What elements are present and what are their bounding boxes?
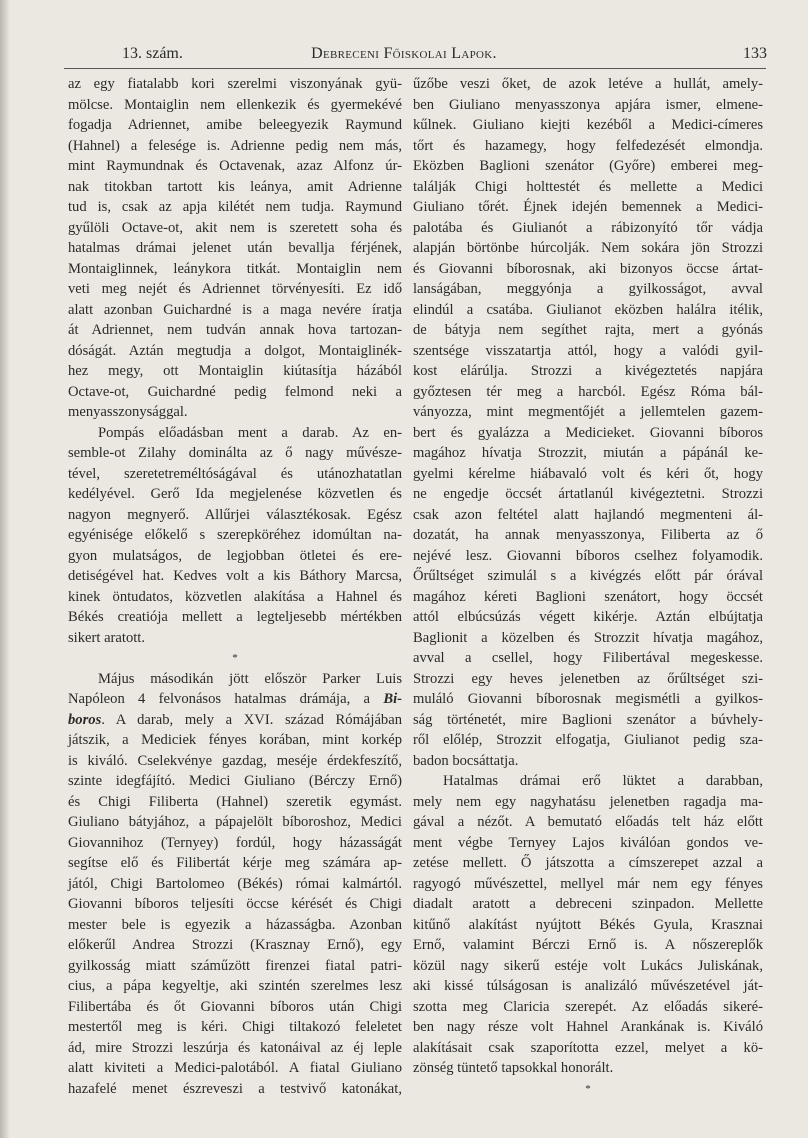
text-line: Giuliano tőrét. Éjnek idején bemennek a Medici- [413,199,763,215]
text-line: Pompás előadásban ment a darab. Az en- [98,424,402,441]
text-line: muláló Giovanni bíborosnak megismétli a gyilkos- [413,691,763,707]
text-line: előkerűl Andrea Strozzi (Krasznay Ernő), egy [68,937,402,953]
text-line: ványozza, mint megmentőjét a jellemtelen gazem- [413,404,763,420]
text-line: badon bocsáttatja. [413,752,519,769]
text-line: (Hahnel) a felesége is. Adrienne pedig nem más, [68,137,402,154]
text-line: Őrűltséget szimulál s a kivégzés előtt pár órával [413,568,763,584]
text-line: alapján börtönbe húrcolják. Nem sokára jön Strozzi [413,240,763,256]
text-line: elindúl a csatába. Giulianot eközben halálra itélik, [413,301,763,318]
text-line: és Giovanni bíborosnak, aki bizonyos öccse ártat- [413,260,763,277]
text-line: Eközben Baglioni szenátor (Győre) emberei meg- [413,158,763,174]
right-column [413,74,763,1099]
text-line: detiségével hat. Kedves volt a kis Báthory Marcsa, [68,568,402,584]
text-segment: Napóleon 4 felvonásos hatalmas drámája, a [68,691,384,707]
text-line: mint Raymundnak és Octavenak, azaz Alfonz úr- [68,158,402,174]
text-line: kűlnek. Giuliano kiejti kezéből a Medici-címeres [413,117,763,133]
text-line: palotába és Giulianót a rábizonyító tőr vádja [413,219,763,236]
text-line: hez megy, ott Montaiglin kiútasítja házából [68,363,402,379]
text-line: mestertől meg is kéri. Chigi tiltakozó feleletet [68,1019,402,1035]
text-line: alakításait csak szaporította ezzel, melyet a kö- [413,1039,763,1056]
text-line: Filibertába és őt Giovanni bíboros után Chigi [68,998,402,1015]
journal-title: Debreceni Főiskolai Lapok. [311,45,497,62]
text-line: lanságában, meggyónja a gyilkosságot, avval [413,281,763,297]
text-line: menyasszonysággal. [68,404,188,420]
text-line [68,689,402,710]
text-line: zetése mellett. Ő játszotta a címszerepet azzal a [413,855,763,871]
text-line: ről előlép, Strozzit elfogatja, Giulianot pedig sza- [413,732,763,748]
italic-title: Bi- [383,691,402,707]
text-line: Ernő, valamint Bérczi Ernő is. A nőszereplők [413,937,763,953]
text-line: Baglionit a közelben és Strozzit hívatja magához, [413,629,763,646]
text-line: szotta meg Claricia szerepét. Az előadás sikeré- [413,998,763,1015]
text-line: Hatalmas drámai erő lüktet a darabban, [443,773,763,789]
text-line: mölcse. Montaiglin nem ellenkezik és gyermekévé [68,96,402,113]
text-line: ne engedje öccsét ártatlanúl kivégeztetni. Strozzi [413,486,763,502]
text-line: dóságát. Aztán megtudja a dolgot, Montaiglinék- [68,342,402,359]
text-line: Octave-ot, Guichardné pedig felmond neki a [68,383,402,400]
left-column [68,74,402,1099]
text-line: hatalmas drámai jelenet után bevallja férjének, [68,240,402,256]
text-line: avval a csellel, hogy Filibertával megeskesse. [413,650,763,666]
text-line: ben Giuliano menyasszonya apjára ismer, elmene- [413,96,763,113]
text-line: sikert aratott. [68,629,145,646]
text-line: zönség tüntető tapsokkal honorált. [413,1060,614,1076]
text-line: ben nagy része volt Hahnel Arankának is. Kiváló [413,1019,763,1035]
text-line: ád, mire Strozzi leszúrja és katonáival az éj leple [68,1039,402,1056]
text-line: és Chigi Filiberta (Hahnel) szeretik egymást. [68,793,402,810]
text-line: gyilkosság miatt száműzött firenzei fiatal patri- [68,957,402,974]
text-line: semble-ot Zilahy dominálta az ő nagy művésze- [68,445,402,461]
text-line: gyelmi kérelme hiábavaló volt és kéri őt, hogy [413,465,763,482]
text-line: nejévé lesz. Giovanni bíboros cselhez folyamodik. [413,547,763,564]
text-line: Giovannihoz (Ternyey) fordúl, hogy házasságát [68,834,402,851]
text-line: bert és gyalázza a Medicieket. Giovanni bíboros [413,424,763,441]
text-line: is kiváló. Cselekvénye gazdag, meséje érdekfeszítő, [68,752,402,769]
text-line: győztesen tér meg a harcból. Egész Róma bál- [413,383,763,400]
text-line: át Adriennet, nem tudván annak hova tartozan- [68,322,402,338]
section-separator: * [232,652,238,664]
section-separator: * [585,1082,591,1095]
text-line: tőrt és hazamegy, hogy felfedezését elmondja. [413,137,763,154]
text-line: veti meg nejét és Adriennet törvényesíti. Ez idő [68,281,402,297]
text-line: az egy fiatalabb kori szerelmi viszonyának gyü- [68,76,402,92]
text-line: Békés creatiója mellett a legteljesebb mértékben [68,609,402,625]
text-line: cius, a pápa kegyeltje, aki szintén szerelmes lesz [68,978,402,994]
page-number: 133 [743,45,767,62]
text-line: találják Chigi holttestét és mellette a Medici [413,178,763,195]
text-line: ment végbe Ternyey Lajos kiválóan gondos ve- [413,834,763,851]
text-line: Strozzi egy heves jelenetben az őrűltséget szi- [413,670,763,687]
text-line: alatt kiviteti a Medici-palotából. A fiatal Giuliano [68,1060,402,1076]
text-line: jától, Chigi Bartolomeo (Békés) római kalmártól. [68,875,402,892]
text-line: kitűnő alakítást nyújtott Békés Gyula, Krasznai [413,916,763,933]
text-line: nak titokban tartott kis leánya, amit Adrienne [68,178,402,195]
text-line: gyűlöli Octave-ot, akit nem is szeretett soha és [68,219,402,236]
text-line: fogadja Adriennet, amibe beleegyezik Raymund [68,117,402,133]
text-line: szinte idegfájító. Medici Giuliano (Bérczy Ernő) [68,773,402,789]
text-line: de bátyja nem segíthet rajta, mert a gyónás [413,322,763,338]
text-line: segítse elő és Filibertát kérje meg számára ap- [68,855,402,871]
text-line: mester bele is egyezik a házasságba. Azonban [68,916,402,933]
text-line: tével, szeretetreméltóságával és utánozhatatlan [68,465,402,482]
italic-title: boros [68,711,102,728]
text-line: csak azon feltétel alatt hajlandó megmenteni ál- [413,506,763,523]
header-rule [64,68,766,69]
text-line: dozatát, ha annak menyasszonya, Filiberta az ő [413,527,763,543]
text-line: Giovanni bíboros teljesíti öccse kérését és Chigi [68,896,402,912]
text-line: Montaiglinnek, leánykora titkát. Montaiglin nem [68,260,402,277]
scan-edge-shadow [0,0,10,1138]
text-line: űzőbe veszi őket, de azok letéve a hullát, amely- [413,76,763,92]
text-line: ragyogó művészettel, mellyel már nem egy fényes [413,875,763,892]
text-line: játszik, a Mediciek fényes korában, mint korkép [68,732,402,748]
text-segment: . A darab, mely a XVI. század Rómájában [101,711,402,728]
text-line: tud is, csak az apja kilétét nem tudja. Raymund [68,199,402,215]
text-line: gyon mulatságos, de legjobban ötletei és ere- [68,547,402,564]
text-line: kedélyével. Gerő Ida megjelenése közvetlen és [68,486,402,502]
text-line: kinek öntudatos, közvetlen alakítása a Hahnel és [68,588,402,605]
text-line: egyénisége előkelő s szerepköréhez idomúltan na- [68,527,402,543]
text-line: kost elárúlja. Strozzi a kivégeztetés napjára [413,363,763,379]
text-line: mely nem egy nagyhatásu jelenetben ragadja ma- [413,793,763,810]
text-line [68,710,402,731]
text-line: gával a nézőt. A bemutató előadás telt ház előtt [413,814,763,830]
text-line: alatt azonban Guichardné is a maga nevére íratja [68,301,402,318]
text-line: nagyon megnyerő. Allűrjei választékosak. Egész [68,506,402,523]
text-line: hazafelé menet észreveszi a testvivő katonákat, [68,1080,402,1097]
text-line: magához kéreti Baglioni szenátort, hogy öccsét [413,588,763,605]
text-line: Május másodikán jött először Parker Luis [98,670,402,687]
text-line: ság történetét, mire Baglioni szenátor a búvhely- [413,711,763,728]
text-line: aki kissé túlságosan is analizáló művészetével ját- [413,978,763,994]
text-line: attól elbúcsúzás végett kikérje. Aztán elbújtatja [413,609,763,625]
issue-number: 13. szám. [122,45,183,62]
text-line: közül nagy sikerű estéje volt Lukács Juliskának, [413,957,763,974]
text-line: Giuliano bátyjához, a pápajelölt bíboroshoz, Medici [68,814,402,830]
text-line: szentsége visszatartja attól, hogy a valódi gyil- [413,342,763,359]
text-line: magához hívatja Strozzit, miután a pápánál ke- [413,445,763,461]
text-line: diadalt aratott a debreceni szinpadon. Mellette [413,896,763,912]
